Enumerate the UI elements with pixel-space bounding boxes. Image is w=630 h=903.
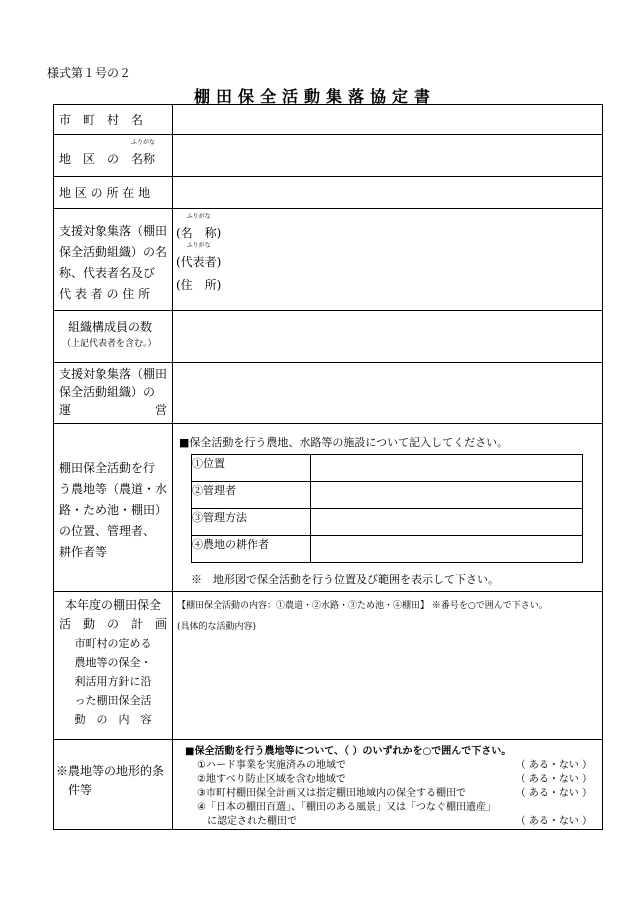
field-area-name[interactable]	[173, 135, 603, 177]
label-municipality	[54, 105, 173, 135]
label-operation-left: 運	[59, 403, 72, 417]
label-community	[54, 209, 173, 311]
label-operation-right: 営	[154, 403, 167, 417]
label-plan-sub5: 動 の 内 容	[74, 713, 152, 726]
field-municipality[interactable]	[173, 105, 603, 135]
terrain-condition-1-choice[interactable]: （ ある・ない ）	[515, 760, 592, 771]
label-operation	[54, 363, 173, 424]
terrain-condition-1-text: ①ハード事業を実施済みの地域で	[197, 760, 346, 771]
label-community-rep: (代表者)	[176, 255, 222, 269]
field-community[interactable]	[173, 209, 603, 311]
label-members	[54, 311, 173, 363]
label-plan	[54, 592, 173, 740]
farmland-instruction: ■保全活動を行う農地、水路等の施設について記入してください。	[179, 436, 509, 449]
label-operation-line1: 支援対象集落（棚田	[59, 367, 168, 381]
label-terrain-line1: ※農地等の地形的条	[56, 764, 165, 778]
label-members-text: 組織構成員の数	[68, 320, 153, 334]
terrain-condition-3-choice[interactable]: （ ある・ない ）	[515, 788, 592, 799]
terrain-condition-2-choice[interactable]: （ ある・ない ）	[515, 774, 592, 785]
label-members-note: （上記代表者を含む。）	[62, 339, 157, 349]
label-plan-sub3: 利活用方針に沿	[74, 675, 152, 688]
label-farmland-line4: の位置、管理者、	[59, 524, 156, 538]
label-community-name: (名 称)	[176, 226, 222, 240]
farmland-item-cultivator-label: ④農地の耕作者	[192, 536, 311, 563]
label-plan-line2: 活 動 の 計 画	[59, 617, 168, 631]
farmland-item-position-field[interactable]	[311, 455, 583, 482]
row-plan	[54, 592, 603, 740]
terrain-condition-4-text: ④「日本の棚田百選」、「棚田のある風景」又は「つなぐ棚田遺産」	[197, 802, 496, 813]
farmland-item-method-field[interactable]	[311, 509, 583, 536]
plan-content-line: 【棚田保全活動の内容：①農道・②水路・③ため池・④棚田】 ※番号を○で囲んで下さい。	[177, 601, 548, 611]
label-area-name-main: 名称	[131, 152, 156, 166]
terrain-condition-3	[197, 787, 592, 801]
terrain-condition-3-text: ③市町村棚田保全計画又は指定棚田地域内の保全する棚田で	[197, 788, 466, 799]
farmland-item-position-label: ①位置	[192, 455, 311, 482]
farmland-items-table	[191, 454, 583, 563]
field-farmland	[173, 424, 603, 592]
page-title: 棚田保全活動集落協定書	[193, 87, 436, 106]
field-area-location[interactable]	[173, 177, 603, 209]
form-number: 様式第１号の２	[47, 66, 132, 80]
terrain-condition-5-choice[interactable]: （ ある・ない ）	[515, 816, 592, 827]
label-terrain	[54, 740, 173, 830]
terrain-condition-4	[197, 801, 592, 815]
label-farmland-line2: う農地等（農道・水	[59, 482, 168, 496]
ruby-area-name: ふりがな	[131, 139, 156, 146]
agreement-form-table	[53, 104, 603, 830]
label-area-name-prefix: 地 区 の	[59, 152, 132, 166]
farmland-item-method-label: ③管理方法	[192, 509, 311, 536]
terrain-condition-2-text: ②地すべり防止区域を含む地域で	[197, 774, 346, 785]
terrain-condition-1	[197, 759, 592, 773]
label-plan-sub1: 市町村の定める	[74, 637, 152, 650]
terrain-header: ■保全活動を行う農地等について、（ ）のいずれかを○で囲んで下さい。	[185, 746, 512, 757]
label-plan-line1: 本年度の棚田保全	[64, 598, 161, 612]
terrain-condition-2	[197, 773, 592, 787]
label-farmland-line3: 路・ため池・棚田）	[59, 503, 168, 517]
farmland-item-manager-field[interactable]	[311, 482, 583, 509]
farmland-item-cultivator-field[interactable]	[311, 536, 583, 563]
label-community-line3: 称、代表者名及び	[59, 266, 156, 280]
row-area-location	[54, 177, 603, 209]
label-area-name	[54, 135, 173, 177]
label-community-line1: 支援対象集落（棚田	[59, 224, 168, 238]
label-plan-sub4: った棚田保全活	[74, 694, 152, 707]
label-community-line2: 保全活動組織）の名	[59, 245, 168, 259]
terrain-condition-5-text: に認定された棚田で	[197, 816, 297, 827]
farmland-item-manager-label: ②管理者	[192, 482, 311, 509]
terrain-condition-5	[197, 815, 592, 829]
label-community-address: (住 所)	[176, 278, 222, 292]
row-terrain	[54, 740, 603, 830]
row-farmland	[54, 424, 603, 592]
label-community-line4: 代 表 者 の 住 所	[59, 287, 151, 301]
plan-detail-label: (具体的な活動内容)	[177, 622, 257, 632]
label-operation-line2: 保全活動組織）の	[59, 385, 156, 399]
label-municipality-text: 市 町 村 名	[59, 113, 144, 127]
field-members[interactable]	[173, 311, 603, 363]
label-terrain-line2: 件等	[68, 783, 93, 797]
row-municipality	[54, 105, 603, 135]
label-farmland-line5: 耕作者等	[59, 545, 108, 559]
label-plan-sub2: 農地等の保全・	[74, 656, 152, 669]
farmland-map-note: ※ 地形図で保全活動を行う位置及び範囲を表示して下さい。	[191, 573, 499, 586]
row-operation	[54, 363, 603, 424]
field-operation[interactable]	[173, 363, 603, 424]
field-plan[interactable]	[173, 592, 603, 740]
label-area-location-text: 地 区 の 所 在 地	[59, 186, 151, 200]
row-area-name	[54, 135, 603, 177]
row-members	[54, 311, 603, 363]
field-terrain	[173, 740, 603, 830]
label-farmland	[54, 424, 173, 592]
label-farmland-line1: 棚田保全活動を行	[59, 461, 156, 475]
row-community	[54, 209, 603, 311]
ruby-community-name: ふりがな	[186, 213, 211, 220]
ruby-community-rep: ふりがな	[186, 242, 211, 249]
label-area-location	[54, 177, 173, 209]
